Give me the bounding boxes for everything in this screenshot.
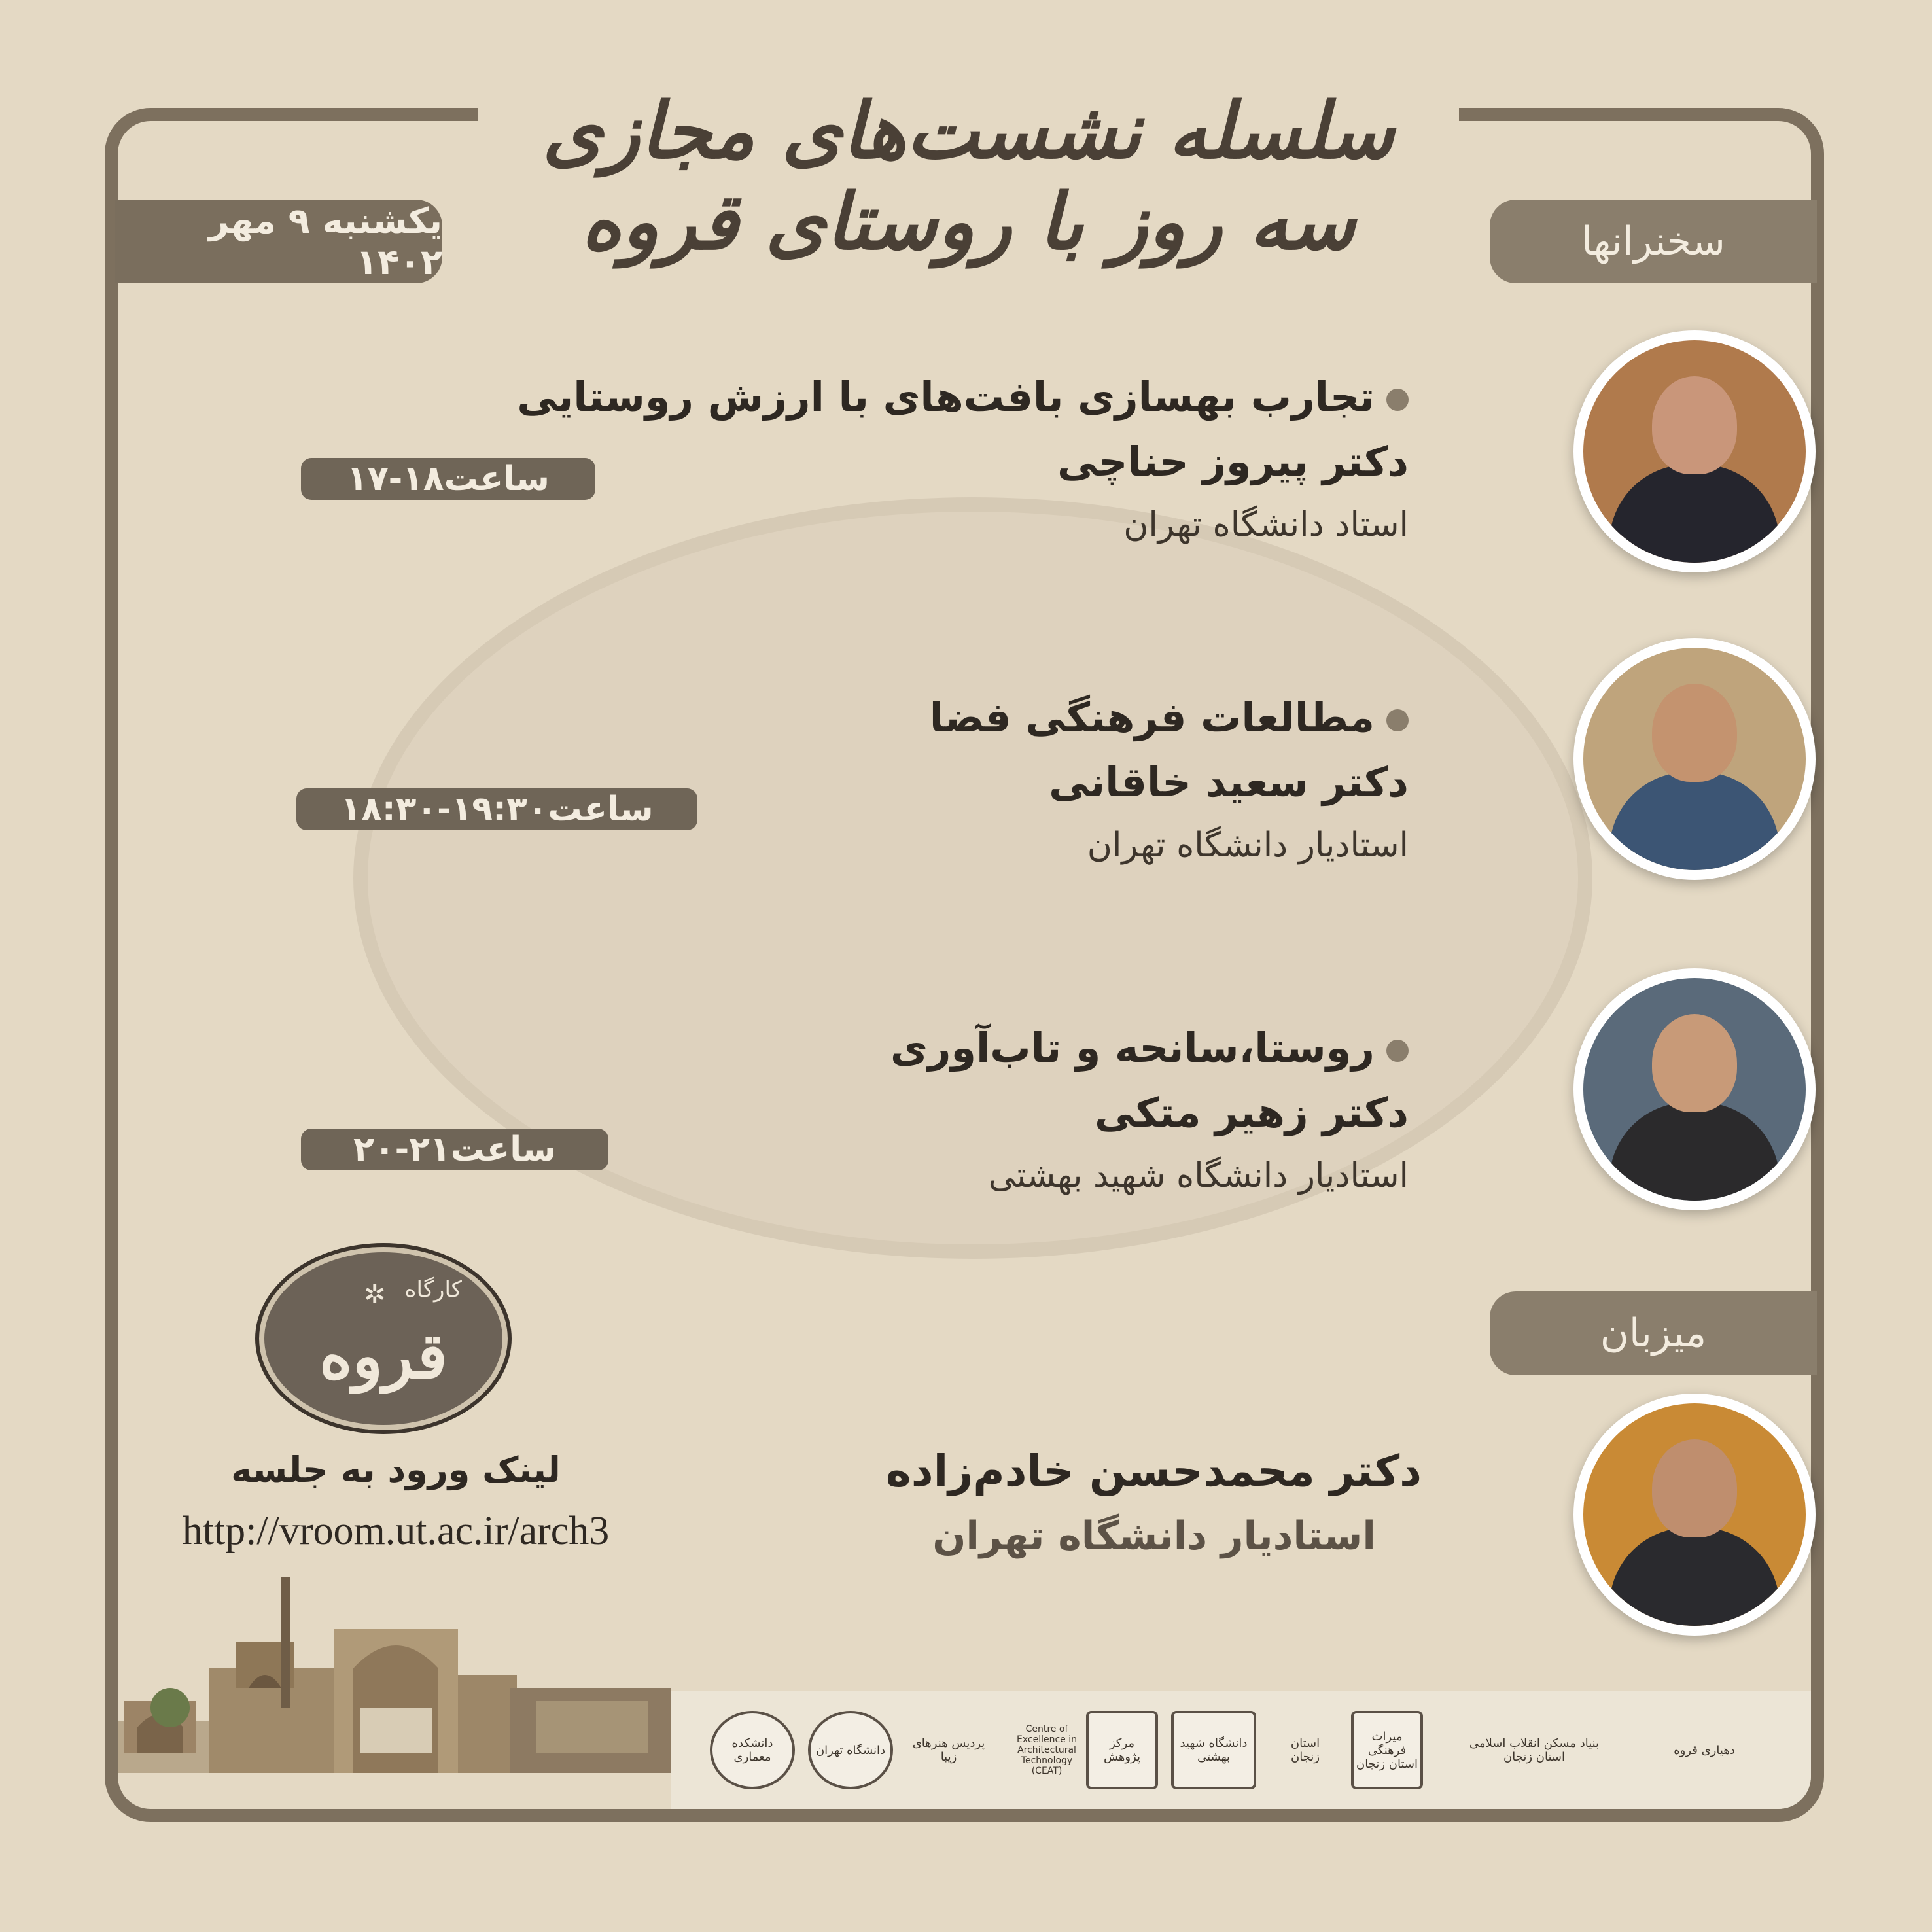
bullet-icon [1386,709,1409,731]
speaker-3-time: ساعت۲۱-۲۰ [301,1129,608,1170]
speaker-1-avatar [1573,330,1816,572]
sponsor-logo-10: دهیاری قروه [1674,1743,1735,1757]
bullet-icon [1386,1040,1409,1062]
host-block [886,1446,1422,1559]
sponsor-logo-7: استان زنجان [1290,1736,1320,1764]
speaker-2-block [930,690,1409,865]
bullet-icon [1386,389,1409,411]
page-frame [105,108,1824,1822]
speaker-2-role: استادیار دانشگاه تهران [1087,825,1409,865]
host-name: دکتر محمدحسن خادم‌زاده [885,1446,1422,1496]
speaker-2-avatar [1573,638,1816,880]
session-link[interactable]: http://vroom.ut.ac.ir/arch3 [182,1509,610,1553]
link-label: لینک ورود به جلسه [231,1449,561,1490]
speaker-1-block [517,370,1409,544]
date-tab: یکشنبه ۹ مهر ۱۴۰۲ [115,200,442,283]
sponsor-logo-4: Centre of Excellence in Architectural Technology (CEAT) [1017,1724,1077,1776]
speaker-1-time: ساعت۱۸-۱۷ [301,458,595,500]
workshop-logo [255,1243,512,1434]
speaker-3-avatar [1573,968,1816,1210]
flower-icon: ✲ [364,1280,386,1310]
sponsor-logo-2: دانشگاه تهران [808,1711,893,1789]
sponsor-logo-6: دانشگاه شهید بهشتی [1171,1711,1256,1789]
speaker-3-name: دکتر زهیر متکی [1095,1088,1409,1136]
host-avatar [1573,1394,1816,1636]
sponsor-logo-5: مرکز پژوهش [1086,1711,1158,1789]
speaker-2-time: ساعت۱۹:۳۰-۱۸:۳۰ [296,788,697,830]
sponsor-logo-9: بنیاد مسکن انقلاب اسلامی استان زنجان [1469,1736,1600,1764]
sponsor-logo-1: دانشکده معماری [710,1711,795,1789]
workshop-logo-small: کارگاه [404,1276,462,1303]
speaker-2-name: دکتر سعید خاقانی [1049,758,1409,806]
speaker-1-topic: تجارب بهسازی بافت‌های با ارزش روستایی [517,370,1409,425]
speaker-1-role: استاد دانشگاه تهران [1123,504,1409,544]
speaker-3-topic: روستا،سانحه و تاب‌آوری [890,1021,1409,1076]
speaker-2-topic: مطالعات فرهنگی فضا [930,690,1409,745]
speaker-3-block [890,1021,1409,1195]
page-title: سلسله نشست‌های مجازی سه روز با روستای قروه [542,85,1395,267]
workshop-logo-big: قروه [319,1319,448,1393]
sponsor-logo-3: پردیس هنرهای زیبا [912,1736,985,1764]
village-skyline-image [118,1570,671,1773]
speaker-3-role: استادیار دانشگاه شهید بهشتی [988,1155,1409,1195]
speaker-1-name: دکتر پیروز حناچی [1057,437,1409,485]
sponsor-logo-8: میراث فرهنگی استان زنجان [1351,1711,1423,1789]
speakers-tab: سخنرانها [1490,200,1817,283]
host-tab: میزبان [1490,1291,1817,1375]
host-role: استادیار دانشگاه تهران [932,1513,1376,1559]
